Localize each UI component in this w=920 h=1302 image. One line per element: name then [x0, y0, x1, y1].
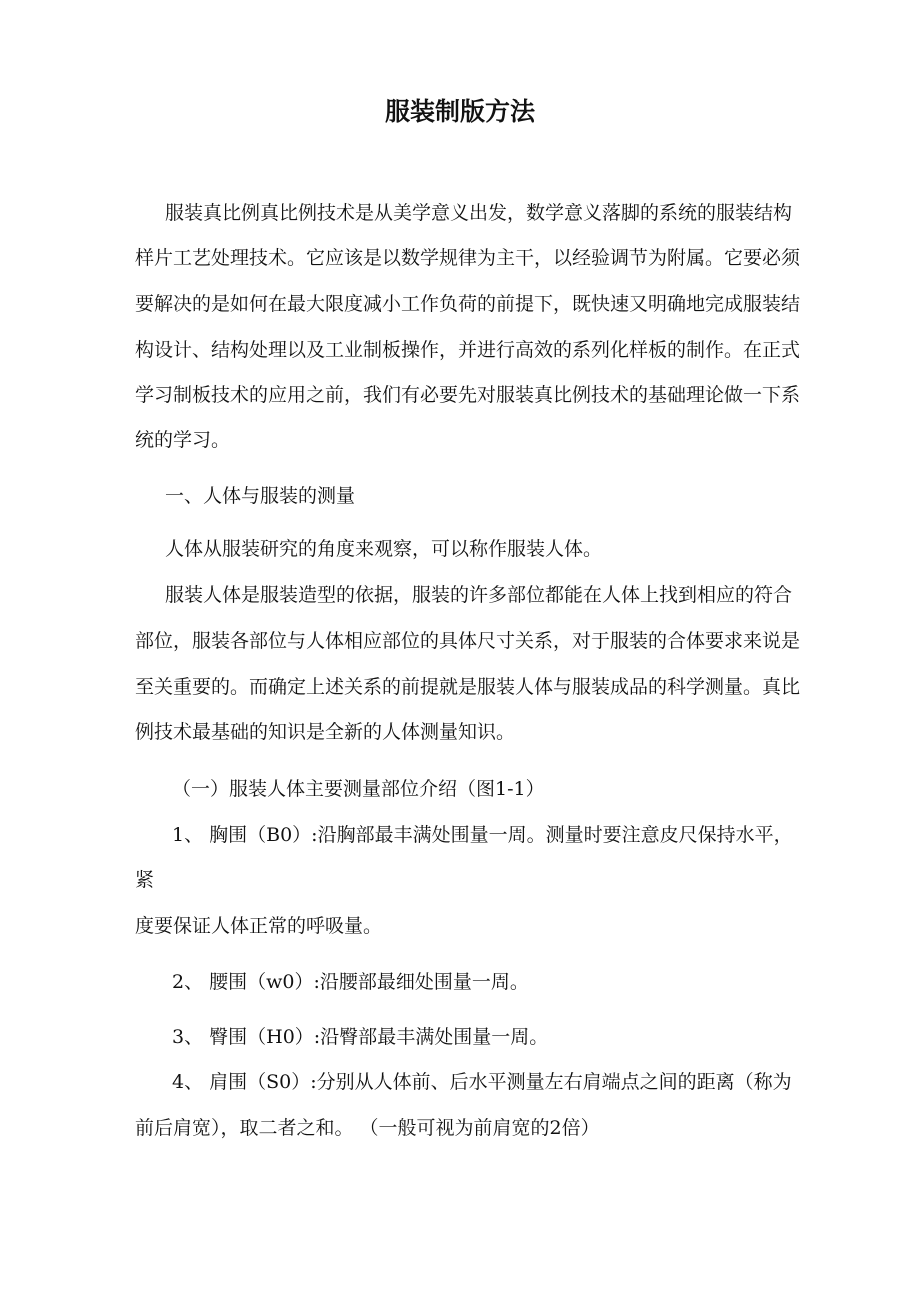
body-line: 服装人体是服装造型的依据，服装的许多部位都能在人体上找到相应的符合 — [165, 584, 793, 606]
section-heading: 一、人体与服装的测量 — [165, 485, 356, 507]
subsection-heading: （一）服装人体主要测量部位介绍（图1-1） — [172, 778, 545, 800]
body-line: 要解决的是如何在最大限度减小工作负荷的前提下，既快速又明确地完成服装结 — [135, 293, 801, 315]
list-item: 3、 臀围（H0）:沿臀部最丰满处围量一周。 — [172, 1026, 549, 1048]
body-line: 样片工艺处理技术。它应该是以数学规律为主干，以经验调节为附属。它要必须 — [135, 247, 801, 269]
body-line: 至关重要的。而确定上述关系的前提就是服装人体与服装成品的科学测量。真比 — [135, 676, 801, 698]
body-line: 前后肩宽），取二者之和。 （一般可视为前肩宽的2倍） — [135, 1117, 600, 1139]
body-line: 学习制板技术的应用之前，我们有必要先对服装真比例技术的基础理论做一下系 — [135, 384, 801, 406]
list-item: 1、 胸围（B0）:沿胸部最丰满处围量一周。测量时要注意皮尺保持水平， — [172, 824, 793, 846]
body-line: 统的学习。 — [135, 429, 231, 451]
document-title: 服装制版方法 — [384, 97, 535, 126]
body-line: 服装真比例真比例技术是从美学意义出发，数学意义落脚的系统的服装结构 — [165, 202, 793, 224]
body-line: 度要保证人体正常的呼吸量。 — [135, 915, 383, 937]
list-item: 4、 肩围（S0）:分别从人体前、后水平测量左右肩端点之间的距离（称为 — [172, 1071, 792, 1093]
body-line: 构设计、结构处理以及工业制板操作，并进行高效的系列化样板的制作。在正式 — [135, 339, 801, 361]
list-item: 2、 腰围（w0）:沿腰部最细处围量一周。 — [172, 971, 529, 993]
body-line: 部位，服装各部位与人体相应部位的具体尺寸关系，对于服装的合体要求来说是 — [135, 630, 801, 652]
body-line: 紧 — [135, 869, 155, 891]
body-line: 人体从服装研究的角度来观察，可以称作服装人体。 — [165, 538, 603, 560]
body-line: 例技术最基础的知识是全新的人体测量知识。 — [135, 721, 516, 743]
